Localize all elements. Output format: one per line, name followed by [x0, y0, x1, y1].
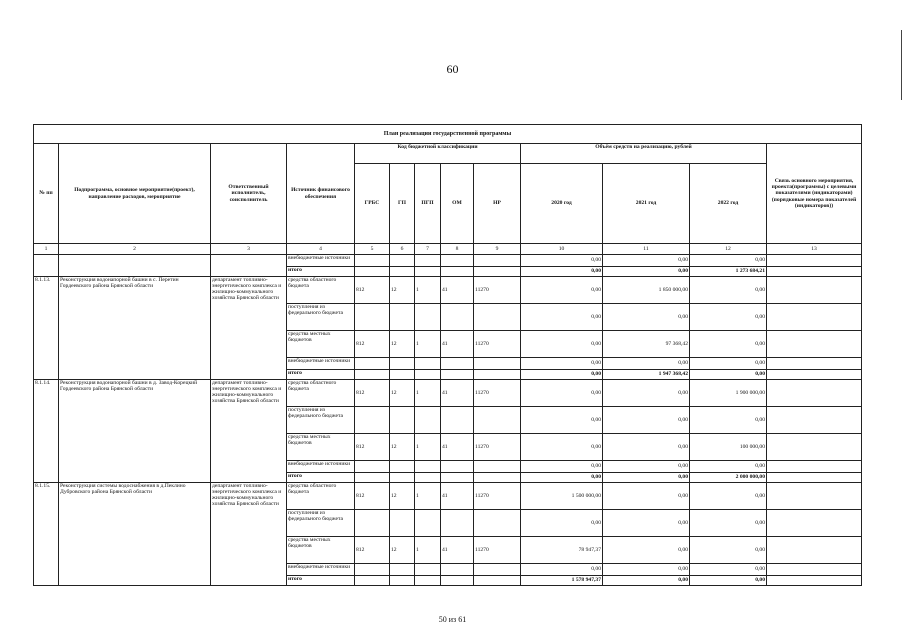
source-cell: средства областного бюджета: [287, 483, 355, 510]
code-cell: [415, 576, 441, 586]
code-nr: 11270: [474, 380, 521, 407]
code-cell: [415, 255, 441, 267]
value-2021: 0,00: [603, 380, 690, 407]
section-name: Реконструкция системы водоснабжения в д.Пеклино Дубровского района Брянской области: [59, 483, 211, 586]
code-pgp: [415, 510, 441, 537]
code-gp: [390, 304, 415, 331]
value-2022: 0,00: [690, 358, 767, 370]
source-cell: средства областного бюджета: [287, 277, 355, 304]
code-grbs: 812: [355, 483, 390, 510]
value-2021: 0,00: [603, 267, 690, 277]
code-om: 41: [441, 434, 474, 461]
header-2020: 2020 год: [521, 164, 603, 244]
indicator-cell: [767, 483, 862, 510]
total-label: итого: [287, 473, 355, 483]
source-cell: внебюджетные источники: [287, 564, 355, 576]
value-2022: 0,00: [690, 255, 767, 267]
value-2021: 0,00: [603, 564, 690, 576]
total-2020: 0,00: [521, 473, 603, 483]
indicator-cell: [767, 576, 862, 586]
header-executor: Ответственный исполнитель, соисполнитель: [211, 144, 287, 244]
code-cell: [441, 255, 474, 267]
code-cell: [441, 576, 474, 586]
code-cell: [355, 576, 390, 586]
program-plan-table: [33, 124, 862, 586]
total-2022: 0,00: [690, 576, 767, 586]
section-executor: департамент топливно-энергетического комплекса и жилищно-коммунального хозяйства Брянской области: [211, 483, 287, 586]
header-om: ОМ: [441, 164, 474, 244]
value-2021: 1 850 000,00: [603, 277, 690, 304]
indicator-cell: [767, 473, 862, 483]
value-2021: 0,00: [603, 537, 690, 564]
code-om: [441, 564, 474, 576]
code-pgp: 1: [415, 537, 441, 564]
code-grbs: [355, 461, 390, 473]
code-cell: [415, 370, 441, 380]
header-volume: Объём средств на реализацию, рублей: [521, 144, 767, 164]
column-number: 3: [211, 244, 287, 255]
code-pgp: 1: [415, 331, 441, 358]
code-grbs: 812: [355, 434, 390, 461]
code-nr: [474, 358, 521, 370]
total-2020: 0,00: [521, 370, 603, 380]
indicator-cell: [767, 255, 862, 267]
total-label: итого: [287, 576, 355, 586]
code-nr: 11270: [474, 331, 521, 358]
section-number: 8.1.13.: [34, 277, 59, 380]
value-2020: 0,00: [521, 380, 603, 407]
code-om: 41: [441, 483, 474, 510]
code-gp: [390, 461, 415, 473]
code-grbs: 812: [355, 277, 390, 304]
code-grbs: [355, 510, 390, 537]
total-2022: 0,00: [690, 370, 767, 380]
code-pgp: [415, 407, 441, 434]
code-nr: 11270: [474, 483, 521, 510]
value-2022: 1 900 000,00: [690, 380, 767, 407]
header-name: Подпрограмма, основное мероприятие(проект), направление расходов, мероприятие: [59, 144, 211, 244]
header-gp: ГП: [390, 164, 415, 244]
value-2021: 0,00: [603, 483, 690, 510]
value-2022: 0,00: [690, 407, 767, 434]
value-2022: 0,00: [690, 304, 767, 331]
column-number: 5: [355, 244, 390, 255]
total-2020: 1 578 947,37: [521, 576, 603, 586]
source-cell: средства местных бюджетов: [287, 434, 355, 461]
code-pgp: 1: [415, 483, 441, 510]
code-pgp: [415, 304, 441, 331]
total-2021: 1 947 368,42: [603, 370, 690, 380]
header-budget-classification: Код бюджетной классификации: [355, 144, 521, 164]
code-pgp: [415, 358, 441, 370]
code-om: [441, 510, 474, 537]
page-footer: 50 из 61: [438, 615, 467, 624]
header-nr: НР: [474, 164, 521, 244]
section-number: 8.1.15.: [34, 483, 59, 586]
value-2020: 0,00: [521, 255, 603, 267]
section-number: 8.1.14.: [34, 380, 59, 483]
code-grbs: 812: [355, 331, 390, 358]
indicator-cell: [767, 358, 862, 370]
code-om: 41: [441, 380, 474, 407]
source-cell: поступления из федерального бюджета: [287, 304, 355, 331]
code-nr: [474, 510, 521, 537]
code-cell: [441, 473, 474, 483]
code-om: [441, 304, 474, 331]
header-source: Источник финансового обеспечения: [287, 144, 355, 244]
value-2022: 0,00: [690, 277, 767, 304]
code-cell: [441, 370, 474, 380]
code-pgp: 1: [415, 277, 441, 304]
header-indicator-link: Связь основного мероприятия, проекта(программы) с целевыми показателями (индикаторами) (порядковые номера показателей (индикаторов)): [767, 144, 862, 244]
source-cell: поступления из федерального бюджета: [287, 510, 355, 537]
value-2020: 0,00: [521, 304, 603, 331]
code-cell: [390, 576, 415, 586]
value-2021: 97 368,42: [603, 331, 690, 358]
code-pgp: [415, 564, 441, 576]
section-name: Реконструкция водонапорной башни в с. Перетин Гордеевского района Брянской области: [59, 277, 211, 380]
code-cell: [390, 255, 415, 267]
code-om: [441, 407, 474, 434]
value-2021: 0,00: [603, 434, 690, 461]
column-number: 12: [690, 244, 767, 255]
value-2021: 0,00: [603, 510, 690, 537]
executor-cell: [211, 255, 287, 277]
header-pgp: ПГП: [415, 164, 441, 244]
source-cell: внебюджетные источники: [287, 461, 355, 473]
code-gp: 12: [390, 483, 415, 510]
value-2022: 0,00: [690, 461, 767, 473]
header-2021: 2021 год: [603, 164, 690, 244]
value-2020: 0,00: [521, 564, 603, 576]
value-2022: 1 273 684,21: [690, 267, 767, 277]
header-num: № пп: [34, 144, 59, 244]
column-number: 2: [59, 244, 211, 255]
column-number: 4: [287, 244, 355, 255]
source-cell: внебюджетные источники: [287, 255, 355, 267]
code-cell: [474, 576, 521, 586]
value-2020: 0,00: [521, 461, 603, 473]
code-pgp: 1: [415, 380, 441, 407]
indicator-cell: [767, 304, 862, 331]
code-grbs: [355, 407, 390, 434]
value-2021: 0,00: [603, 255, 690, 267]
code-nr: [474, 564, 521, 576]
page-number: 60: [446, 62, 459, 76]
code-cell: [415, 473, 441, 483]
value-2020: 0,00: [521, 358, 603, 370]
value-2022: 0,00: [690, 510, 767, 537]
code-grbs: [355, 564, 390, 576]
value-2020: 0,00: [521, 510, 603, 537]
table-title: План реализации государственной программы: [34, 125, 862, 144]
code-gp: 12: [390, 380, 415, 407]
code-grbs: [355, 358, 390, 370]
code-cell: [390, 473, 415, 483]
section-executor: департамент топливно-энергетического комплекса и жилищно-коммунального хозяйства Брянской области: [211, 380, 287, 483]
column-number: 11: [603, 244, 690, 255]
indicator-cell: [767, 407, 862, 434]
indicator-cell: [767, 510, 862, 537]
column-number: 9: [474, 244, 521, 255]
total-label: итого: [287, 370, 355, 380]
code-nr: [474, 304, 521, 331]
column-number: 10: [521, 244, 603, 255]
header-grbs: ГРБС: [355, 164, 390, 244]
code-om: 41: [441, 331, 474, 358]
code-om: [441, 461, 474, 473]
indicator-cell: [767, 331, 862, 358]
total-2022: 2 000 000,00: [690, 473, 767, 483]
total-2021: 0,00: [603, 576, 690, 586]
code-grbs: 812: [355, 380, 390, 407]
column-number: 13: [767, 244, 862, 255]
indicator-cell: [767, 434, 862, 461]
code-gp: 12: [390, 277, 415, 304]
code-gp: [390, 358, 415, 370]
code-cell: [355, 255, 390, 267]
code-gp: [390, 510, 415, 537]
code-nr: [474, 407, 521, 434]
code-cell: [355, 370, 390, 380]
code-gp: 12: [390, 331, 415, 358]
value-2021: 0,00: [603, 461, 690, 473]
table-row: [34, 255, 862, 267]
value-2021: 0,00: [603, 304, 690, 331]
source-cell: средства местных бюджетов: [287, 537, 355, 564]
indicator-cell: [767, 277, 862, 304]
code-cell: [355, 473, 390, 483]
indicator-cell: [767, 461, 862, 473]
column-numbers-row: [34, 244, 862, 255]
code-om: 41: [441, 277, 474, 304]
code-gp: [390, 564, 415, 576]
source-cell: поступления из федерального бюджета: [287, 407, 355, 434]
value-2020: 78 947,37: [521, 537, 603, 564]
code-pgp: 1: [415, 434, 441, 461]
section-executor: департамент топливно-энергетического комплекса и жилищно-коммунального хозяйства Брянской области: [211, 277, 287, 380]
code-gp: 12: [390, 537, 415, 564]
code-nr: 11270: [474, 434, 521, 461]
section-name: Реконструкция водонапорной башни в д. Завод-Корецкий Гордеевского района Брянской области: [59, 380, 211, 483]
source-cell: итого: [287, 267, 355, 277]
code-nr: [474, 461, 521, 473]
source-cell: внебюджетные источники: [287, 358, 355, 370]
code-nr: 11270: [474, 537, 521, 564]
header-2022: 2022 год: [690, 164, 767, 244]
value-2022: 0,00: [690, 537, 767, 564]
code-om: [441, 358, 474, 370]
num-cell: [34, 255, 59, 277]
code-gp: [390, 407, 415, 434]
value-2020: 0,00: [521, 331, 603, 358]
value-2020: 0,00: [521, 434, 603, 461]
value-2022: 100 000,00: [690, 434, 767, 461]
column-number: 1: [34, 244, 59, 255]
indicator-cell: [767, 564, 862, 576]
total-2021: 0,00: [603, 473, 690, 483]
table-row: [34, 277, 862, 304]
code-cell: [474, 267, 521, 277]
code-cell: [441, 267, 474, 277]
source-cell: средства местных бюджетов: [287, 331, 355, 358]
value-2021: 0,00: [603, 407, 690, 434]
code-grbs: [355, 304, 390, 331]
code-cell: [355, 267, 390, 277]
code-cell: [474, 370, 521, 380]
code-cell: [390, 267, 415, 277]
column-number: 8: [441, 244, 474, 255]
value-2022: 0,00: [690, 483, 767, 510]
code-pgp: [415, 461, 441, 473]
value-2020: 0,00: [521, 267, 603, 277]
indicator-cell: [767, 267, 862, 277]
table-row: [34, 380, 862, 407]
code-om: 41: [441, 537, 474, 564]
value-2020: 0,00: [521, 277, 603, 304]
value-2021: 0,00: [603, 358, 690, 370]
code-cell: [390, 370, 415, 380]
code-gp: 12: [390, 434, 415, 461]
source-cell: средства областного бюджета: [287, 380, 355, 407]
name-cell: [59, 255, 211, 277]
code-grbs: 812: [355, 537, 390, 564]
value-2020: 0,00: [521, 407, 603, 434]
indicator-cell: [767, 370, 862, 380]
code-nr: 11270: [474, 277, 521, 304]
value-2022: 0,00: [690, 331, 767, 358]
table-row: [34, 483, 862, 510]
code-cell: [415, 267, 441, 277]
value-2022: 0,00: [690, 564, 767, 576]
value-2020: 1 500 000,00: [521, 483, 603, 510]
column-number: 6: [390, 244, 415, 255]
code-cell: [474, 255, 521, 267]
indicator-cell: [767, 380, 862, 407]
indicator-cell: [767, 537, 862, 564]
column-number: 7: [415, 244, 441, 255]
code-cell: [474, 473, 521, 483]
